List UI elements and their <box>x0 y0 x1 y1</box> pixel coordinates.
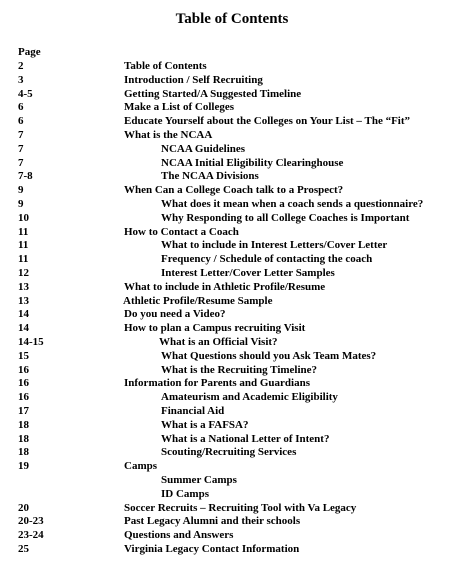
toc-entry <box>0 474 464 488</box>
toc-entry-page: 2 <box>18 60 24 72</box>
page-column-header: Page <box>18 46 41 58</box>
toc-entry <box>0 350 464 364</box>
toc-entry-page: 14-15 <box>18 335 44 348</box>
toc-entry <box>0 267 464 281</box>
toc-entry-title: Virginia Legacy Contact Information <box>124 542 300 555</box>
document-title: Table of Contents <box>175 11 289 27</box>
toc-entry <box>0 253 464 267</box>
toc-entry <box>0 281 464 295</box>
toc-entry-page: 25 <box>18 542 29 555</box>
toc-entry-title: NCAA Guidelines <box>161 142 246 155</box>
toc-entry-title: What is an Official Visit? <box>159 335 278 348</box>
toc-entry-title: What is the NCAA <box>124 128 213 141</box>
toc-entry-title: What Questions should you Ask Team Mates? <box>161 349 377 362</box>
toc-entry-page: 9 <box>18 197 24 210</box>
toc-entry <box>0 391 464 405</box>
toc-entry <box>0 88 464 102</box>
toc-entry <box>0 322 464 336</box>
toc-entry-title: What is the Recruiting Timeline? <box>161 363 318 376</box>
toc-entry <box>0 364 464 378</box>
toc-entry-title: How to plan a Campus recruiting Visit <box>124 322 306 335</box>
toc-entry <box>0 529 464 543</box>
toc-entry-page: 18 <box>18 432 29 445</box>
toc-entry-title: The NCAA Divisions <box>161 170 259 183</box>
toc-entry-title: What to include in Athletic Profile/Resume <box>124 280 326 293</box>
toc-entry-page: 14 <box>18 308 29 321</box>
toc-entry <box>0 184 464 198</box>
toc-entry <box>0 60 464 74</box>
toc-entry-title: Make a List of Colleges <box>124 101 234 114</box>
toc-entry-title: When Can a College Coach talk to a Prospect? <box>124 184 344 197</box>
toc-entry-page: 7 <box>18 128 24 141</box>
toc-entry <box>0 446 464 460</box>
toc-entry-page: 13 <box>18 294 29 307</box>
toc-list <box>0 60 464 557</box>
toc-entry <box>0 308 464 322</box>
toc-entry-page: 20 <box>18 501 29 514</box>
toc-entry-page: 15 <box>18 349 29 362</box>
toc-entry-title: Athletic Profile/Resume Sample <box>123 294 273 307</box>
toc-entry-page: 23-24 <box>18 529 44 542</box>
toc-entry <box>0 515 464 529</box>
toc-entry-page: 10 <box>18 211 29 224</box>
toc-entry-page: 7-8 <box>18 170 33 183</box>
toc-entry <box>0 502 464 516</box>
toc-entry-title: Information for Parents and Guardians <box>124 377 311 390</box>
toc-entry-title: Financial Aid <box>161 404 225 417</box>
toc-entry <box>0 101 464 115</box>
toc-entry-page: 19 <box>18 460 29 473</box>
toc-entry-page: 17 <box>18 404 29 417</box>
toc-entry-page: 13 <box>18 280 29 293</box>
toc-entry-title: How to Contact a Coach <box>124 225 239 238</box>
toc-entry <box>0 377 464 391</box>
toc-entry <box>0 129 464 143</box>
toc-entry <box>0 433 464 447</box>
toc-entry <box>0 419 464 433</box>
toc-entry <box>0 226 464 240</box>
toc-entry-title: Past Legacy Alumni and their schools <box>124 515 301 528</box>
toc-entry <box>0 460 464 474</box>
toc-entry-page: 6 <box>18 115 24 128</box>
toc-entry-title: Getting Started/A Suggested Timeline <box>124 87 302 100</box>
toc-entry <box>0 543 464 557</box>
toc-entry-title: Educate Yourself about the Colleges on Your List – The “Fit” <box>124 115 411 128</box>
toc-entry-page: 7 <box>18 142 24 155</box>
toc-entry <box>0 405 464 419</box>
toc-entry-page: 18 <box>18 418 29 431</box>
toc-entry-title: Introduction / Self Recruiting <box>124 73 263 86</box>
toc-entry-title: Camps <box>124 460 158 473</box>
toc-entry-page: 12 <box>18 266 29 279</box>
toc-entry-title: What is a FAFSA? <box>161 418 249 431</box>
toc-entry-title: Table of Contents <box>124 60 207 72</box>
toc-entry-page: 11 <box>18 253 29 266</box>
toc-entry-title: Amateurism and Academic Eligibility <box>161 391 338 404</box>
toc-entry-page: 18 <box>18 446 29 459</box>
toc-entry-page: 14 <box>18 322 29 335</box>
toc-entry <box>0 74 464 88</box>
toc-entry-title: What is a National Letter of Intent? <box>161 432 330 445</box>
toc-entry-page: 6 <box>18 101 24 114</box>
toc-entry-page: 16 <box>18 391 29 404</box>
toc-entry <box>0 170 464 184</box>
toc-entry <box>0 157 464 171</box>
toc-entry-title: Interest Letter/Cover Letter Samples <box>161 266 335 279</box>
toc-entry-page: 3 <box>18 73 24 86</box>
toc-entry-title: What to include in Interest Letters/Cover Letter <box>161 239 388 252</box>
toc-entry-title: ID Camps <box>161 487 209 500</box>
toc-entry-page: 9 <box>18 184 24 197</box>
toc-entry-page: 11 <box>18 225 29 238</box>
toc-entry-title: Do you need a Video? <box>124 308 226 321</box>
toc-entry-page: 16 <box>18 363 29 376</box>
toc-entry-title: Frequency / Schedule of contacting the coach <box>161 253 373 266</box>
toc-entry-title: Scouting/Recruiting Services <box>161 446 297 459</box>
toc-entry <box>0 143 464 157</box>
toc-entry-title: What does it mean when a coach sends a questionnaire? <box>161 197 424 210</box>
toc-entry-title: NCAA Initial Eligibility Clearinghouse <box>161 156 344 169</box>
toc-entry <box>0 239 464 253</box>
toc-entry-title: Soccer Recruits – Recruiting Tool with Va Legacy <box>124 501 357 514</box>
toc-entry-page: 11 <box>18 239 29 252</box>
toc-entry <box>0 295 464 309</box>
toc-entry <box>0 212 464 226</box>
toc-entry-page: 4-5 <box>18 87 33 100</box>
toc-entry-title: Why Responding to all College Coaches is Important <box>161 211 410 224</box>
toc-entry-page: 20-23 <box>18 515 44 528</box>
toc-entry <box>0 115 464 129</box>
toc-entry-page: 7 <box>18 156 24 169</box>
toc-entry-page: 16 <box>18 377 29 390</box>
toc-entry <box>0 488 464 502</box>
toc-entry-title: Summer Camps <box>161 473 237 486</box>
toc-entry <box>0 336 464 350</box>
toc-entry <box>0 198 464 212</box>
toc-entry-title: Questions and Answers <box>124 529 234 542</box>
